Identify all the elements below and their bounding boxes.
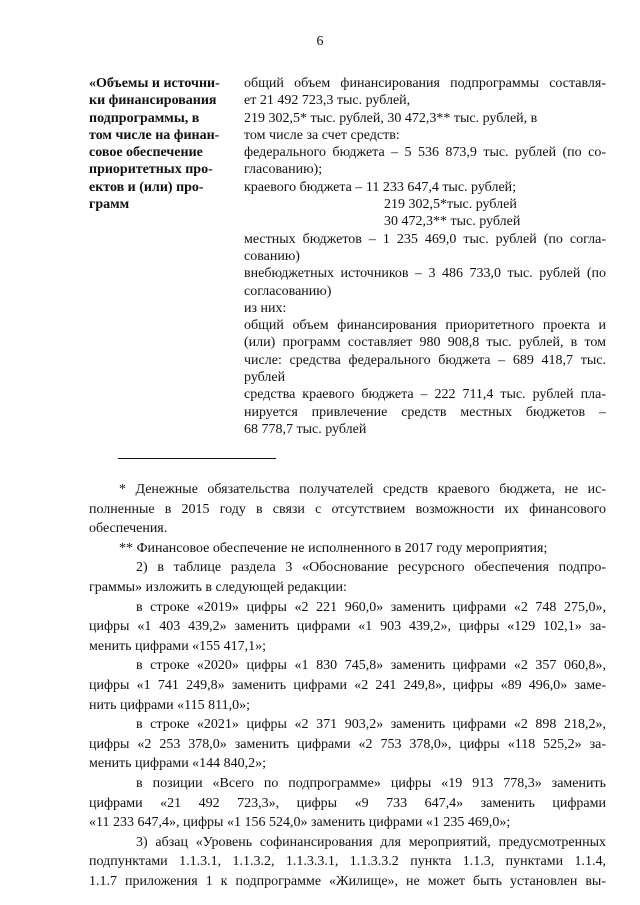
text-line: внебюджетных источников – 3 486 733,0 тыс. рублей (по: [244, 266, 606, 282]
text-line: 68 778,7 тыс. рублей: [244, 421, 367, 437]
text-line: федерального бюджета – 5 536 873,9 тыс. рублей (по со-: [244, 145, 606, 161]
text-line: местных бюджетов – 1 235 469,0 тыс. рублей (по согла-: [244, 231, 606, 247]
text-line: нить цифрами «115 811,0»;: [89, 697, 250, 713]
label-line: «Объемы и источни-: [89, 76, 220, 91]
text-line: рублей: [244, 370, 286, 386]
text-line: в строке «2021» цифры «2 371 903,2» заменить цифрами «2 898 218,2»,: [136, 717, 606, 733]
text-line: обеспечения.: [89, 521, 168, 537]
text-line: в строке «2020» цифры «1 830 745,8» заменить цифрами «2 357 060,8»,: [136, 658, 606, 674]
funding-label: [89, 75, 239, 213]
text-line: сованию): [244, 248, 300, 264]
text-line: 219 302,5*тыс. рублей: [384, 197, 517, 213]
label-line: совое обеспечение: [89, 145, 203, 161]
label-line: том числе на финан-: [89, 127, 220, 143]
text-line: «11 233 647,4», цифры «1 156 524,0» заменить цифрами «1 235 469,0»;: [89, 815, 511, 831]
text-line: менить цифрами «144 840,2»;: [89, 756, 267, 772]
text-line: цифры «1 741 249,8» заменить цифрами «2 241 249,8», цифры «89 496,0» заме-: [89, 677, 606, 693]
text-line: 30 472,3** тыс. рублей: [384, 214, 521, 230]
label-line: подпрограммы, в: [89, 110, 200, 126]
page-number: 6: [316, 34, 324, 49]
text-line: цифры «2 253 378,0» заменить цифрами «2 753 378,0», цифры «118 525,2» за-: [89, 736, 606, 752]
text-line: средства краевого бюджета – 222 711,4 тыс. рублей пла-: [244, 387, 606, 403]
text-line: менить цифрами «155 417,1»;: [89, 638, 267, 654]
text-line: из них:: [244, 300, 287, 316]
text-line: числе: средства федерального бюджета – 689 418,7 тыс.: [244, 352, 606, 368]
label-line: ектов и (или) про-: [89, 179, 204, 195]
funding-description: [244, 75, 606, 438]
text-line: общий объем финансирования подпрограммы составля-: [244, 76, 606, 91]
text-line: (или) программ составляет 980 908,8 тыс. рублей, в том: [244, 335, 606, 351]
text-line: ** Финансовое обеспечение не исполненного в 2017 году мероприятия;: [119, 540, 548, 556]
text-line: граммы» изложить в следующей редакции:: [89, 579, 347, 595]
footnote-separator: [118, 458, 276, 459]
text-line: 219 302,5* тыс. рублей, 30 472,3** тыс. рублей, в: [244, 110, 538, 126]
body-text: [89, 480, 606, 891]
text-line: краевого бюджета – 11 233 647,4 тыс. рублей;: [244, 179, 517, 195]
text-line: цифры «1 403 439,2» заменить цифрами «1 903 439,2», цифры «129 102,1» за-: [89, 619, 606, 635]
text-line: том числе за счет средств:: [244, 127, 400, 143]
text-line: гласованию);: [244, 162, 323, 178]
text-line: 2) в таблице раздела 3 «Обоснование ресурсного обеспечения подпро-: [136, 560, 606, 576]
text-line: в позиции «Всего по подпрограмме» цифры «19 913 778,3» заменить: [136, 775, 606, 791]
label-line: приоритетных про-: [89, 162, 213, 178]
label-line: ки финансирования: [89, 93, 217, 109]
label-line: грамм: [89, 197, 130, 213]
text-line: полненные в 2015 году в связи с отсутствием возможности их финансового: [89, 501, 606, 517]
text-line: 1.1.7 приложения 1 к подпрограмме «Жилище», не может быть установлен вы-: [89, 873, 606, 889]
text-line: в строке «2019» цифры «2 221 960,0» заменить цифрами «2 748 275,0»,: [136, 599, 606, 615]
text-line: ет 21 492 723,3 тыс. рублей,: [244, 93, 411, 109]
text-line: * Денежные обязательства получателей средств краевого бюджета, не ис-: [119, 482, 606, 497]
text-line: общий объем финансирования приоритетного проекта и: [244, 318, 606, 334]
text-line: подпунктами 1.1.3.1, 1.1.3.2, 1.1.3.3.1, 1.1.3.3.2 пункта 1.1.3, пунктами 1.1.4,: [89, 854, 606, 870]
text-line: 3) абзац «Уровень софинансирования для мероприятий, предусмотренных: [136, 834, 606, 850]
text-line: нируется привлечение средств местных бюджетов –: [244, 404, 606, 420]
text-line: согласованию): [244, 283, 332, 299]
text-line: цифрами «21 492 723,3», цифры «9 733 647,4» заменить цифрами: [89, 795, 606, 811]
